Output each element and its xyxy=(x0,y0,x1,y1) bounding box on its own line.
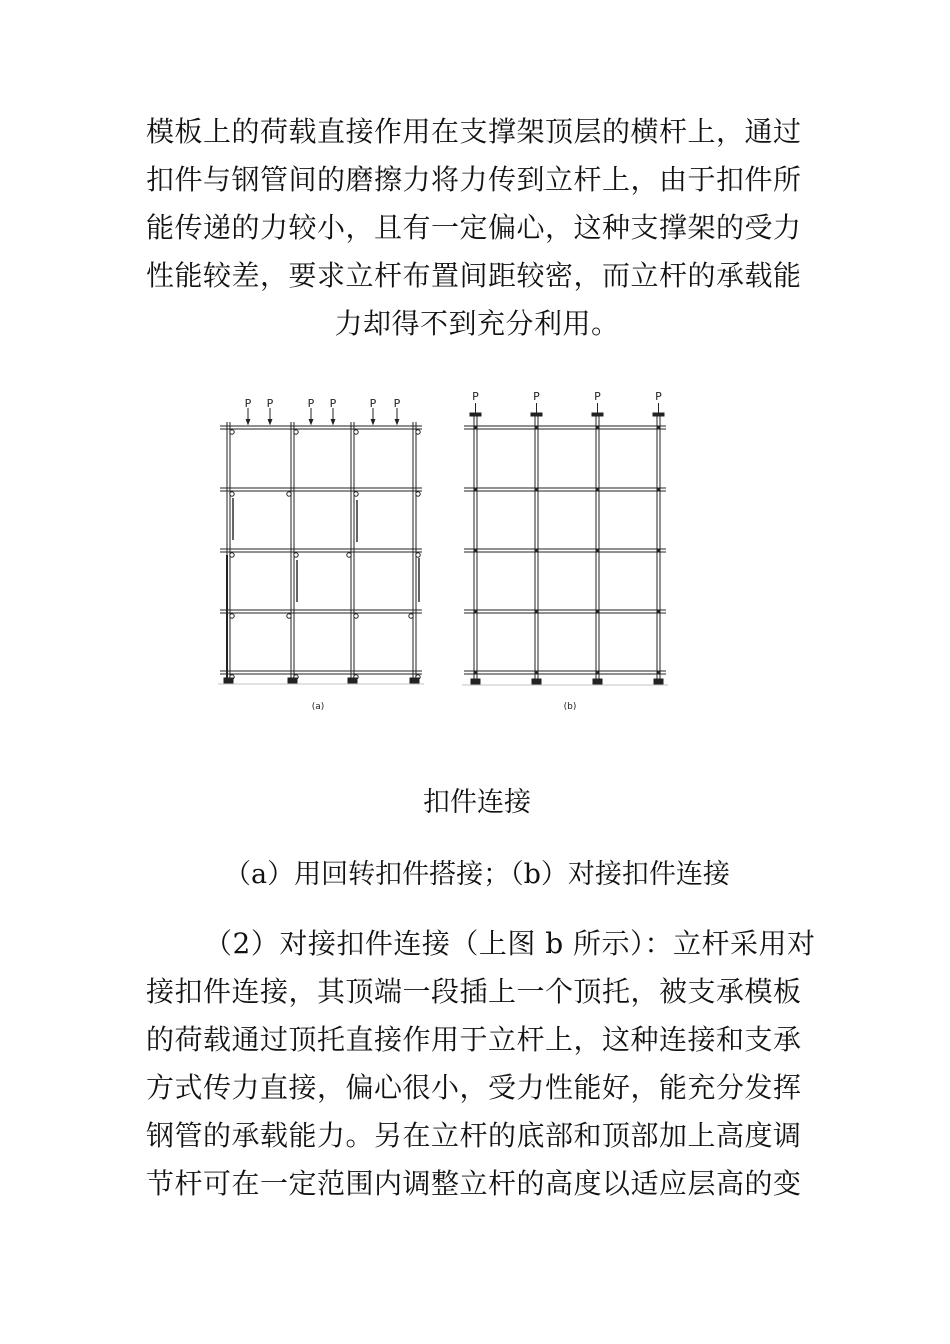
body-line-2: 接扣件连接，其顶端一段插上一个顶托，被支承模板 xyxy=(146,975,802,1008)
body-paragraph xyxy=(146,920,816,1208)
standards-b xyxy=(474,416,660,680)
intro-line-4: 性能较差，要求立杆布置间距较密，而立杆的承载能 xyxy=(146,259,802,292)
loads-b xyxy=(476,403,659,413)
body-line-3: 的荷载通过顶托直接作用于立杆上，这种连接和支承 xyxy=(146,1023,802,1056)
intro-paragraph xyxy=(146,108,808,348)
figure-label-b: (b) xyxy=(563,702,577,712)
intro-line-2: 扣件与钢管间的磨擦力将力传到立杆上，由于扣件所 xyxy=(146,163,802,196)
intro-line-5: 力却得不到充分利用。 xyxy=(334,307,620,340)
top-supports-b xyxy=(470,413,664,416)
body-line-6: 节杆可在一定范围内调整立杆的高度以适应层高的变 xyxy=(146,1167,802,1200)
couplers-a xyxy=(230,430,420,679)
scaffold-figure xyxy=(210,380,680,720)
load-label: P xyxy=(594,390,601,403)
load-label: P xyxy=(266,397,274,410)
intro-line-1: 模板上的荷载直接作用在支撑架顶层的横杆上，通过 xyxy=(146,115,802,148)
base-plates-a xyxy=(224,678,419,683)
ledgers-a xyxy=(220,426,422,674)
diagram-b xyxy=(462,403,668,685)
body-line-4: 方式传力直接，偏心很小，受力性能好，能充分发挥 xyxy=(146,1071,802,1104)
figure-caption-subtitle: （a）用回转扣件搭接；（b）对接扣件连接 xyxy=(224,859,730,890)
load-label: P xyxy=(244,397,252,410)
load-label: P xyxy=(472,390,479,403)
loads-a xyxy=(246,408,399,424)
load-label: P xyxy=(307,397,315,410)
body-line-1: （2）对接扣件连接（上图 b 所示）：立杆采用对 xyxy=(204,927,816,960)
ledgers-b xyxy=(464,426,666,674)
intro-line-3: 能传递的力较小，且有一定偏心，这种支撑架的受力 xyxy=(146,211,802,244)
load-label: P xyxy=(533,390,540,403)
standards-a xyxy=(227,422,416,678)
base-plates-b xyxy=(471,679,663,684)
body-line-5: 钢管的承载能力。另在立杆的底部和顶部加上高度调 xyxy=(146,1119,802,1152)
load-label: P xyxy=(655,390,662,403)
figure-label-a: (a) xyxy=(311,702,325,712)
lap-splices-a xyxy=(227,498,419,678)
load-label: P xyxy=(329,397,337,410)
load-label: P xyxy=(369,397,377,410)
figure-caption-title: 扣件连接 xyxy=(423,787,531,818)
diagram-a xyxy=(218,408,424,684)
load-label: P xyxy=(393,397,401,410)
couplers-b xyxy=(474,426,661,675)
